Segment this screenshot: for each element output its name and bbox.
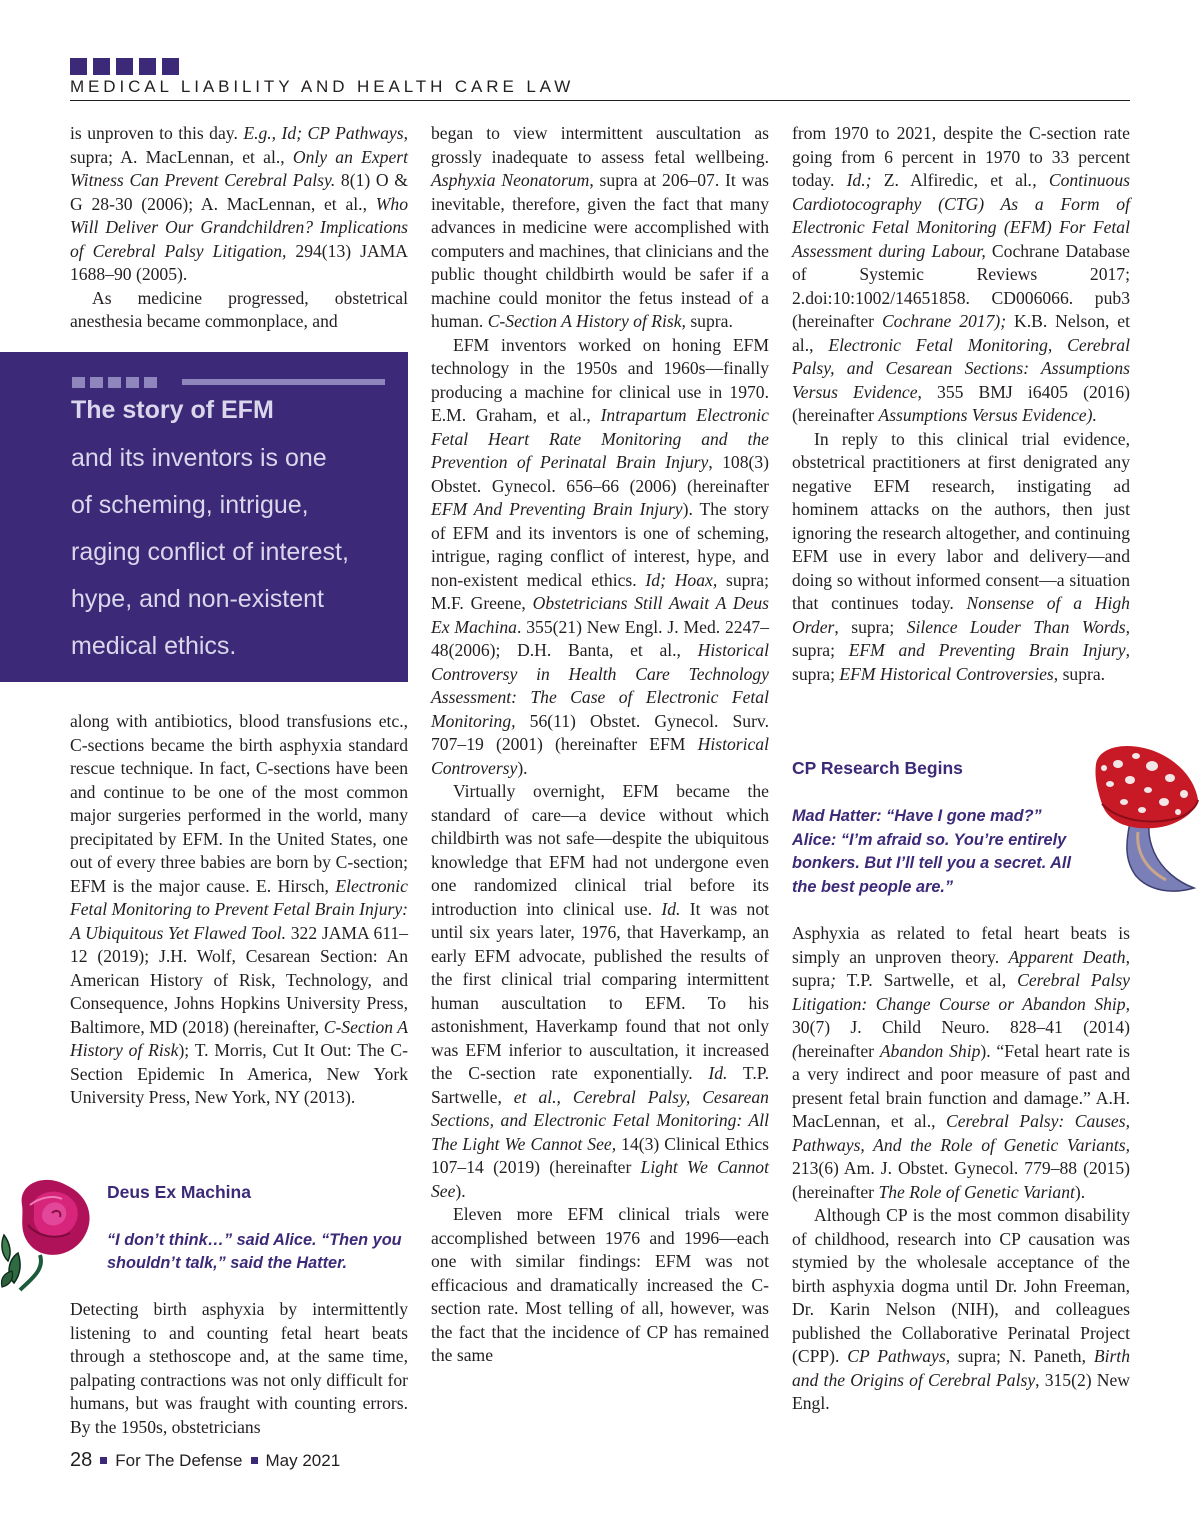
citation: EFM Historical Controversies (839, 663, 1054, 684)
text-run: Asphyxia as related to fetal heart beats is simply an unproven theory. (792, 923, 1130, 967)
citation: Who Will Deliver Our Grandchildren? Implications of Cerebral Palsy Litigation, (70, 193, 408, 261)
text-run: Cochrane Database of Systemic Reviews 2017; 2.doi:10:1002/14651858. CD006066. pub3 (hereinafter (792, 240, 1130, 331)
epigraph-line: bonkers. But I’ll tell you a secret. All (792, 854, 1071, 872)
mushroom-illustration (1078, 742, 1200, 902)
epigraph-line: Mad Hatter: “Have I gone mad?” (792, 807, 1042, 825)
text-run: ). The story of EFM and its inventors is one of scheming, intrigue, raging conflict of interest, hype, and non-existent medical ethics. (431, 499, 770, 590)
text-run: 8(1) O & G 28-30 (2006); A. MacLennan, et al., (70, 170, 408, 214)
col2-paragraph-2 (431, 334, 769, 781)
citation: The Role of Genetic Variant (878, 1181, 1075, 1202)
citation: Electronic Fetal Monitoring, Cerebral Palsy, and Cesarean Sections: Assumptions Versus Evidence (792, 334, 1130, 402)
text-run: , supra (792, 946, 1130, 990)
citation: CP Pathways (847, 1346, 946, 1366)
text-run: , 315(2) New Engl. (792, 1369, 1130, 1413)
text-run: , 108(3) Obstet. Gynecol. 656–66 (2006) (hereinafter (431, 452, 770, 496)
col1-top (70, 122, 408, 334)
text-run: ); T. Morris, Cut It Out: The C-Section Epidemic In America, New York University Press, New York, NY (2013). (70, 1040, 408, 1107)
col2-paragraph-3 (431, 780, 769, 1203)
col3-paragraph-2 (792, 428, 1130, 687)
publication-name: For The Defense (115, 1450, 243, 1470)
col3-paragraph-4 (792, 1204, 1130, 1416)
pull-quote-line: medical ethics. (71, 632, 237, 660)
text-run: Virtually overnight, EFM became the standard of care—a device without which childbirth was not safe—despite the ubiquitous knowledge that EFM had not undergone even one randomized clinical trial before its introduction into clinical use. (431, 781, 769, 919)
col1-paragraph-2: As medicine progressed, obstetrical anesthesia became commonplace, and (70, 287, 408, 331)
citation: Id.; (846, 170, 872, 190)
col1-middle (70, 710, 408, 1110)
text-run: ). “Fetal heart rate is a very indirect and poor measure of past and present fetal brain function and damage.” A.H. MacLennan, et al., (792, 1040, 1130, 1131)
epigraph-line: Alice: “I’m afraid so. You’re entirely (792, 831, 1067, 849)
col1-bottom (70, 1298, 408, 1439)
text-run: K.B. Nelson, et al., (792, 311, 1130, 355)
section-title: MEDICAL LIABILITY AND HEALTH CARE LAW (70, 77, 575, 96)
col1-paragraph-3 (70, 710, 408, 1110)
text-run: T.P. Sartwelle, (431, 1063, 769, 1107)
text-run: 322 JAMA 611–12 (2019); J.H. Wolf, Cesarean Section: An American History of Risk, Technology, and Consequence, Johns Hopkins University Press, Baltimore, MD (2018) (hereinafter, (70, 922, 408, 1037)
citation: Id. (661, 898, 681, 919)
citation: Obstetricians Still Await A Deus Ex Machina (431, 593, 769, 637)
text-run: . 355(21) New Engl. J. Med. 2247–48(2006); D.H. Banta, et al., (431, 616, 769, 660)
citation: C-Section A History of Risk, (487, 311, 686, 331)
text-run: ). (1074, 1181, 1086, 1202)
text-run: supra; M.F. Greene, (431, 569, 769, 613)
citation: Only an Expert Witness Can Prevent Cerebral Palsy. (70, 146, 408, 190)
text-run: ). (455, 1180, 466, 1201)
text-run: It was not until six years later, 1976, that Haverkamp, an early EFM advocate, published the results of the first clinical trial comparing intermittent human auscultation to EFM. To his astonishment, Haverkamp found that not only was EFM inferior to auscultation, it increased the C-section rate exponentially. (431, 898, 769, 1083)
col2-paragraph-1 (431, 122, 769, 334)
text-run: along with antibiotics, blood transfusions etc., C-sections became the birth asphyxia standard rescue technique. In fact, C-sections have been and continue to be one of the most common major surgeries performed in the world, many precipitated by EFM. In the United States, one out of every three babies are born by C-section; EFM is the major cause. E. Hirsch, (70, 711, 408, 896)
citation: et al., Cerebral Palsy, Cesarean Sections, and Electronic Fetal Monitoring: All The Light We Cannot See, (431, 1086, 769, 1154)
pull-quote-bar (182, 379, 385, 385)
text-run: , supra at 206–07. It was inevitable, therefore, given the fact that many advances in medicine were accomplished with computers and machines, that clinicians and the public thought childbirth would be safer if a machine could monitor the fetus instead of a human. (431, 170, 770, 331)
col2-text (431, 122, 769, 1368)
pull-quote-line: hype, and non-existent (71, 585, 324, 613)
text-run: , 355 BMJ i6405 (2016) (hereinafter (792, 381, 1130, 425)
text-run: , supra; N. Paneth, (945, 1346, 1094, 1366)
text-run: began to view intermittent auscultation as grossly inadequate to assess fetal wellbeing. (431, 123, 769, 167)
citation: Cerebral Palsy Litigation: Change Course or Abandon Ship, (792, 970, 1130, 1014)
text-run: T.P. Sartwelle, et al, (835, 970, 1018, 990)
citation: Cerebral Palsy: Causes, Pathways, And the Role of Genetic Variants, (792, 1111, 1130, 1155)
text-run: 30(7) J. Child Neuro. 828–41 (2014) (792, 1017, 1130, 1037)
text-run: supra. (685, 311, 733, 331)
text-run: In reply to this clinical trial evidence, obstetrical practitioners at first denigrated any negative EFM research, instigating ad hominem attacks on the authors, then just ignoring the research altogether, and continuing EFM use in every labor and delivery—and doing so without informed consent—a situation that continues today. (792, 428, 1130, 613)
text-run: , supra; (834, 616, 907, 637)
text-run: Although CP is the most common disability of childhood, research into CP causation was stymied by the wholesale acceptance of the birth asphyxia dogma until Dr. John Freeman, Dr. Karin Nelson (NIH), and colleagues published the Collaborative Perinatal Project (CPP). (792, 1205, 1130, 1366)
citation: Apparent Death (1008, 946, 1126, 967)
col1-paragraph-1 (70, 122, 408, 287)
citation: Abandon Ship (879, 1040, 981, 1061)
footer-separator (251, 1457, 258, 1464)
text-run: is unproven to this day. (70, 123, 244, 143)
text-run: 14(3) Clinical Ethics 107–14 (2019) (hereinafter (431, 1133, 769, 1177)
section-heading-cp-research: CP Research Begins (792, 758, 963, 778)
epigraph-line: shouldn’t talk,” said the Hatter. (107, 1254, 348, 1272)
citation: Historical Controversy in Health Care Technology Assessment: The Case of Electronic Fetal Monitoring, (431, 640, 769, 731)
page-number: 28 (70, 1449, 93, 1471)
text-run: , supra; (792, 640, 1130, 684)
citation: Silence Louder Than Words (906, 616, 1126, 637)
text-run: , supra; (792, 616, 1130, 660)
citation: Electronic Fetal Monitoring to Prevent Fetal Brain Injury: A Ubiquitous Yet Flawed Tool. (70, 875, 408, 943)
issue-date: May 2021 (265, 1450, 341, 1470)
citation: Historical Controversy (431, 734, 769, 778)
citation: Id; Hoax, (645, 569, 718, 590)
citation: EFM and Preventing Brain Injury (848, 640, 1126, 660)
text-run: 294(13) JAMA 1688–90 (2005). (70, 240, 408, 284)
col3-paragraph-3 (792, 922, 1130, 1204)
text-run: 213(6) Am. J. Obstet. Gynecol. 779–88 (2015) (hereinafter (792, 1158, 1130, 1202)
citation: E.g., Id; CP Pathways (243, 123, 404, 143)
text-run: hereinafter (797, 1040, 880, 1061)
rose-illustration (0, 1175, 110, 1295)
header-rule (70, 100, 1130, 101)
pull-quote-line: raging conflict of interest, (71, 538, 349, 566)
col1-paragraph-4: Detecting birth asphyxia by intermittently listening to and counting fetal heart beats through a stethoscope and, at the same time, palpating contractions was not only difficult for humans, but was fraught with counting errors. By the 1950s, obstetricians (70, 1299, 408, 1437)
citation: ., Continuous Cardiotocography (CTG) As a Form of Electronic Fetal Monitoring (EFM) For Fetal Assessment during Labour, (792, 170, 1130, 261)
citation: Assumptions Versus Evidence). (878, 405, 1097, 425)
text-run: from 1970 to 2021, despite the C-section rate going from 6 percent in 1970 to 33 percent today. (792, 123, 1130, 190)
citation: Nonsense of a High Order (792, 593, 1130, 637)
text-run: EFM inventors worked on honing EFM technology in the 1950s and 1960s—finally producing a machine for clinical use in 1970. E.M. Graham, et al., (431, 334, 769, 425)
col3-paragraph-1 (792, 122, 1130, 428)
epigraph-line: the best people are.” (792, 878, 954, 896)
section-heading-deus-ex-machina: Deus Ex Machina (107, 1182, 251, 1202)
citation: ( (792, 1040, 798, 1061)
text-run: , supra. (1053, 663, 1106, 684)
text-run: Z. Alfiredic, et al (871, 170, 1028, 190)
text-run: ). (517, 757, 528, 778)
citation: Light We Cannot See (431, 1157, 769, 1201)
citation: Cochrane 2017); (881, 311, 1007, 331)
footer-separator (100, 1457, 107, 1464)
col3-top (792, 122, 1130, 686)
pull-quote-ornament (72, 377, 157, 388)
pull-quote-line: of scheming, intrigue, (71, 491, 309, 519)
pull-quote-lead: The story of EFM (71, 396, 274, 424)
header-ornament (70, 58, 179, 75)
text-run: , supra; A. MacLennan, et al., (70, 123, 408, 167)
text-run: 56(11) Obstet. Gynecol. Surv. 707–19 (2001) (hereinafter EFM (431, 710, 769, 754)
citation: ; (830, 970, 836, 990)
citation: Id. (708, 1063, 728, 1083)
col3-bottom (792, 922, 1130, 1416)
citation: EFM And Preventing Brain Injury (431, 499, 683, 519)
pull-quote-line: and its inventors is one (71, 444, 327, 472)
citation: Asphyxia Neonatorum (431, 170, 590, 190)
citation: Intrapartum Electronic Fetal Heart Rate Monitoring and the Prevention of Perinatal Brain Injury (431, 405, 769, 472)
citation: Birth and the Origins of Cerebral Palsy (792, 1346, 1130, 1390)
epigraph-line: “I don’t think…” said Alice. “Then you (107, 1231, 402, 1249)
page-footer (70, 1449, 340, 1472)
col2-paragraph-4: Eleven more EFM clinical trials were accomplished between 1976 and 1996—each one with similar findings: EFM was not efficacious and dramatically increased the C-section rate. Most telling of all, however, was the fact that the incidence of CP has remained the same (431, 1204, 769, 1365)
citation: C-Section A History of Risk (70, 1016, 408, 1060)
